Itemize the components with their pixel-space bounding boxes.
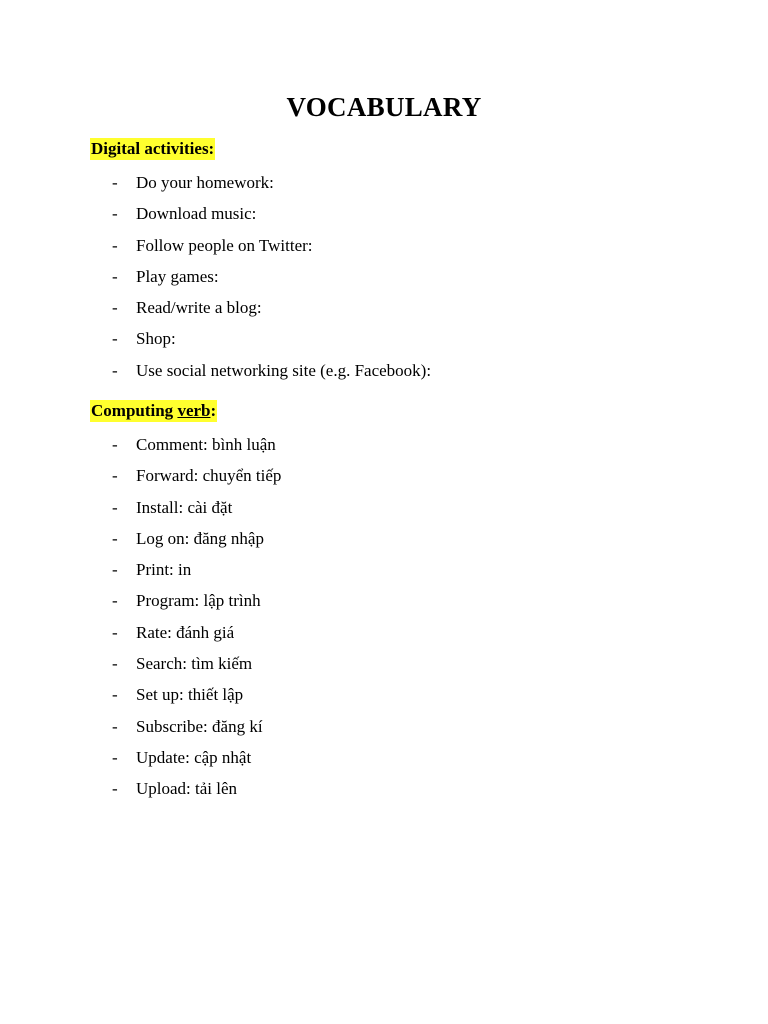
list-item-text: Set up: thiết lập — [136, 685, 244, 705]
bullet-dash: - — [112, 329, 118, 349]
heading-text: Computing — [91, 401, 178, 420]
bullet-dash: - — [112, 204, 118, 224]
list-item — [0, 559, 768, 590]
heading-text: Digital activities: — [91, 139, 215, 158]
list-item-text: Forward: chuyển tiếp — [136, 466, 282, 486]
bullet-dash: - — [112, 528, 118, 548]
bullet-dash: - — [112, 435, 118, 454]
list-item-text: Program: lập trình — [136, 591, 261, 611]
section-heading-computing-verb — [90, 400, 217, 422]
bullet-dash: - — [112, 654, 118, 674]
list-item — [0, 622, 768, 653]
bullet-dash: - — [112, 560, 118, 580]
bullet-dash: - — [112, 466, 118, 486]
list-item — [0, 747, 768, 778]
list-item-text: Download music: — [136, 204, 257, 224]
list-item — [0, 235, 768, 266]
list-item — [0, 203, 768, 234]
list-item-text: Update: cập nhật — [136, 747, 252, 767]
heading-underlined-word: verb — [177, 401, 211, 420]
list-item — [0, 778, 768, 809]
list-item-text: Search: tìm kiếm — [136, 654, 253, 674]
list-item — [0, 465, 768, 496]
list-item — [0, 684, 768, 715]
list-item-text: Rate: đánh giá — [136, 622, 235, 642]
list-item — [0, 497, 768, 528]
bullet-dash: - — [112, 173, 118, 192]
list-item-text: Play games: — [136, 266, 219, 286]
digital-activities-list — [0, 172, 768, 391]
bullet-dash: - — [112, 685, 118, 705]
list-item-text: Subscribe: đăng kí — [136, 716, 263, 736]
list-item — [0, 328, 768, 359]
list-item — [0, 528, 768, 559]
list-item — [0, 297, 768, 328]
list-item-text: Follow people on Twitter: — [136, 235, 313, 255]
list-item-text: Comment: bình luận — [136, 435, 276, 454]
bullet-dash: - — [112, 622, 118, 642]
heading-colon: : — [210, 401, 217, 420]
list-item-text: Install: cài đặt — [136, 497, 233, 517]
computing-verb-list — [0, 434, 768, 810]
bullet-dash: - — [112, 747, 118, 767]
list-item — [0, 434, 768, 465]
list-item-text: Do your homework: — [136, 173, 274, 192]
list-item-text: Use social networking site (e.g. Facebook): — [136, 360, 432, 380]
list-item — [0, 172, 768, 203]
list-item — [0, 590, 768, 621]
list-item — [0, 360, 768, 391]
section-heading-digital-activities — [90, 138, 215, 160]
list-item — [0, 716, 768, 747]
bullet-dash: - — [112, 591, 118, 611]
list-item-text: Shop: — [136, 329, 176, 349]
bullet-dash: - — [112, 497, 118, 517]
document-title: VOCABULARY — [286, 92, 482, 122]
bullet-dash: - — [112, 266, 118, 286]
list-item-text: Print: in — [136, 560, 192, 580]
list-item-text: Log on: đăng nhập — [136, 528, 264, 548]
bullet-dash: - — [112, 360, 118, 380]
bullet-dash: - — [112, 235, 118, 255]
bullet-dash: - — [112, 779, 118, 799]
list-item — [0, 653, 768, 684]
list-item-text: Read/write a blog: — [136, 298, 262, 318]
list-item-text: Upload: tải lên — [136, 779, 238, 799]
list-item — [0, 266, 768, 297]
bullet-dash: - — [112, 716, 118, 736]
bullet-dash: - — [112, 298, 118, 318]
